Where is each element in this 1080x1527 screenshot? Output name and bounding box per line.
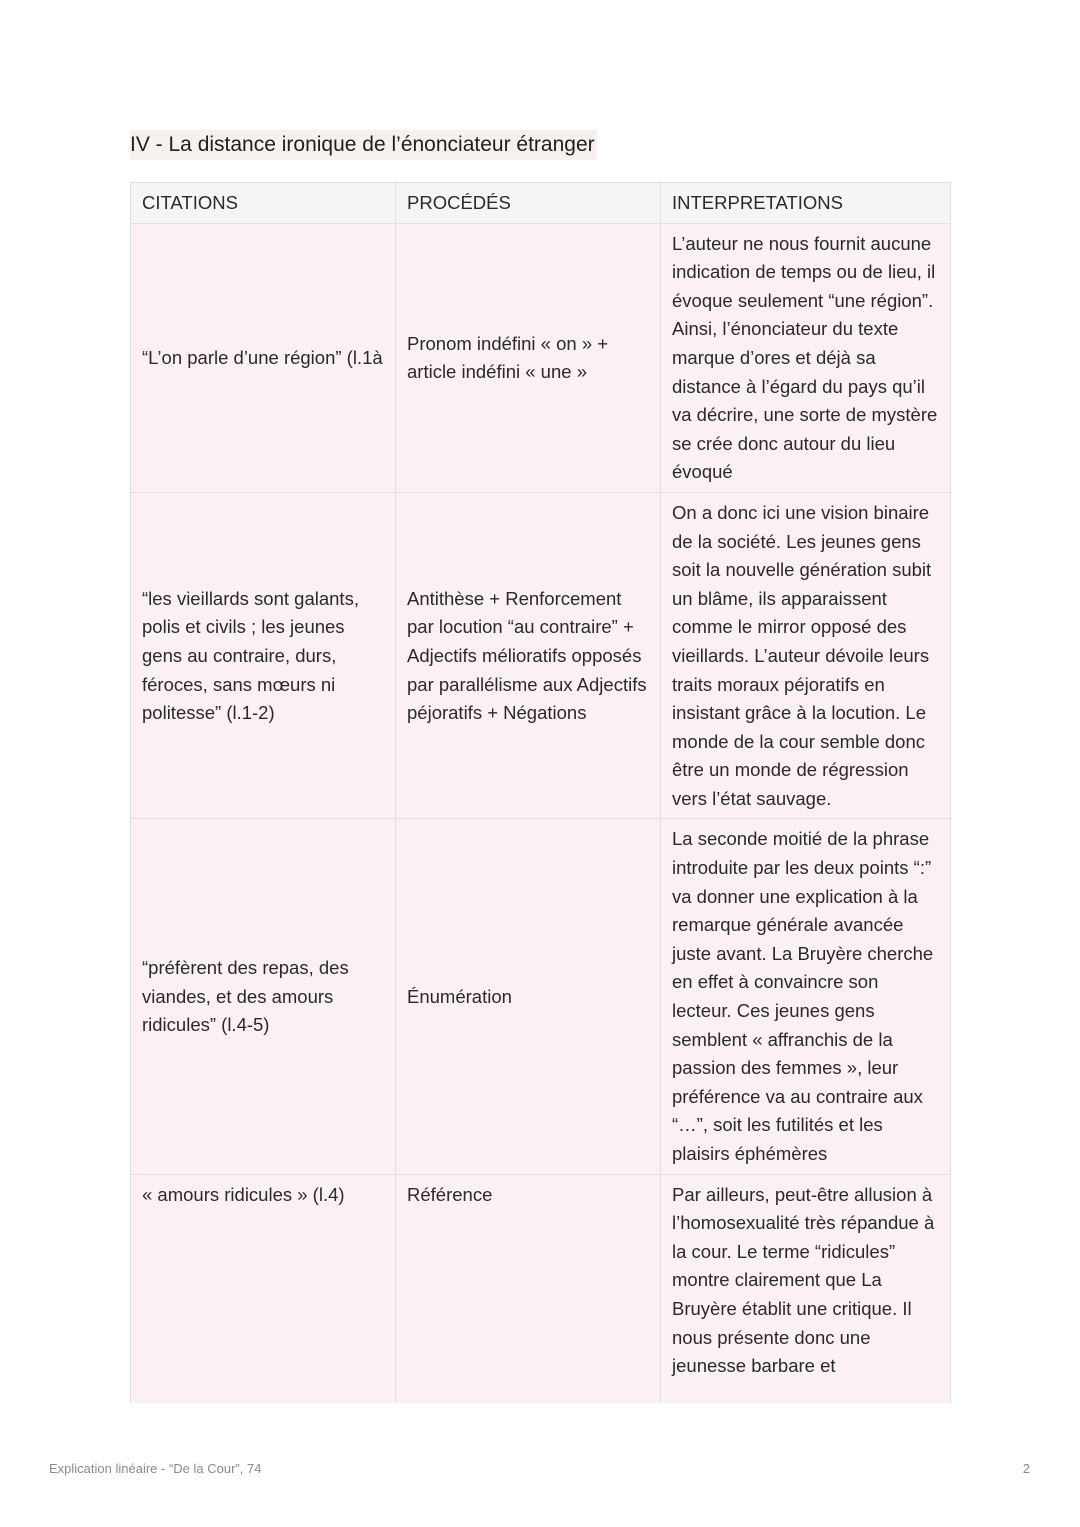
interpretation-cell: Par ailleurs, peut-être allusion à l’homosexualité très répandue à la cour. Le terme “ridicules” montre clairement que La Bruyère établit une critique. Il nous présente donc une jeunesse barbare et [661,1174,951,1403]
table-row [131,1174,951,1403]
table-row [131,223,951,492]
citation-cell: “L’on parle d’une région” (l.1à [131,223,396,492]
table-row [131,492,951,819]
citation-cell: “préfèrent des repas, des viandes, et des amours ridicules” (l.4-5) [131,819,396,1174]
citation-cell: “les vieillards sont galants, polis et civils ; les jeunes gens au contraire, durs, féroces, sans mœurs ni politesse” (l.1-2) [131,492,396,819]
footer-document-title: Explication linéaire - “De la Cour”, 74 [49,1461,262,1476]
interpretation-cell: L’auteur ne nous fournit aucune indication de temps ou de lieu, il évoque seulement “une région”. Ainsi, l’énonciateur du texte marque d’ores et déjà sa distance à l’égard du pays qu’il va décrire, une sorte de mystère se crée donc autour du lieu évoqué [661,223,951,492]
header-interpretations: INTERPRETATIONS [661,183,951,224]
procede-cell: Énumération [396,819,661,1174]
interpretation-cell: On a donc ici une vision binaire de la société. Les jeunes gens soit la nouvelle génération subit un blâme, ils apparaissent comme le mirror opposé des vieillards. L’auteur dévoile leurs traits moraux péjoratifs en insistant grâce à la locution. Le monde de la cour semble donc être un monde de régression vers l’état sauvage. [661,492,951,819]
table-header-row [131,183,951,224]
footer-page-number: 2 [1022,1461,1030,1476]
procede-cell: Pronom indéfini « on » + article indéfini « une » [396,223,661,492]
header-procedes: PROCÉDÉS [396,183,661,224]
table-row [131,819,951,1174]
procede-cell: Référence [396,1174,661,1403]
analysis-table [130,182,951,1403]
header-citations: CITATIONS [131,183,396,224]
procede-cell: Antithèse + Renforcement par locution “au contraire” + Adjectifs mélioratifs opposés par parallélisme aux Adjectifs péjoratifs + Négations [396,492,661,819]
interpretation-cell: La seconde moitié de la phrase introduite par les deux points “:” va donner une explication à la remarque générale avancée juste avant. La Bruyère cherche en effet à convaincre son lecteur. Ces jeunes gens semblent « affranchis de la passion des femmes », leur préférence va au contraire aux “…”, soit les futilités et les plaisirs éphémères [661,819,951,1174]
section-title: IV - La distance ironique de l’énonciateur étranger [130,130,597,160]
citation-cell: « amours ridicules » (l.4) [131,1174,396,1403]
